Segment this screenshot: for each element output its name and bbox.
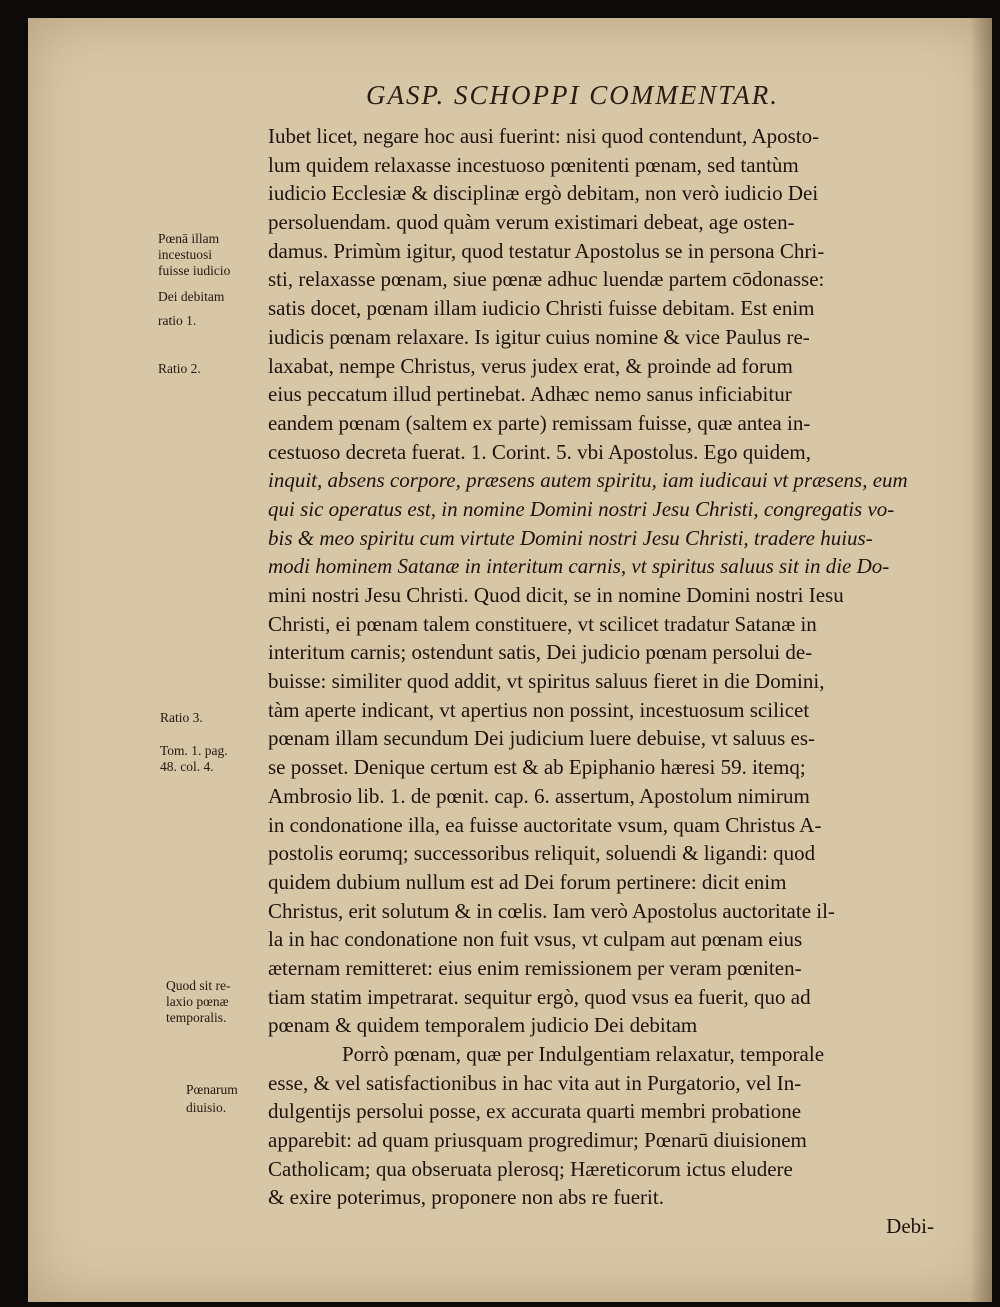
text-line: Catholicam; qua obseruata plerosq; Hæreticorum ictus eludere	[268, 1156, 793, 1181]
text-line: æternam remitteret: eius enim remissionem per veram pœniten-	[268, 955, 802, 980]
text-line: postolis eorumq; successoribus reliquit, soluendi & ligandi: quod	[268, 841, 816, 866]
text-line: se posset. Denique certum est & ab Epiphanio hæresi 59. itemq;	[268, 755, 806, 780]
margin-note: incestuosi	[158, 247, 212, 262]
margin-note: Ratio 3.	[160, 710, 203, 725]
main-text-block	[268, 122, 948, 1241]
text-line: Iubet licet, negare hoc ausi fuerint: nisi quod contendunt, Aposto-	[268, 124, 820, 148]
text-line: Christi, ei pœnam talem constituere, vt scilicet tradatur Satanæ in	[268, 611, 817, 636]
text-line: esse, & vel satisfactionibus in hac vita aut in Purgatorio, vel In-	[268, 1070, 802, 1095]
text-line: lum quidem relaxasse incestuoso pœnitenti pœnam, sed tantùm	[268, 152, 799, 177]
text-line: qui sic operatus est, in nomine Domini nostri Jesu Christi, congregatis vo-	[268, 496, 895, 521]
text-line: iudicio Ecclesiæ & disciplinæ ergò debitam, non verò iudicio Dei	[268, 181, 819, 206]
margin-note: temporalis.	[166, 1010, 227, 1025]
text-line: tàm aperte indicant, vt apertius non possint, incestuosum scilicet	[268, 697, 810, 722]
text-line: satis docet, pœnam illam iudicio Christi fuisse debitam. Est enim	[268, 296, 815, 321]
text-line: tiam statim impetrarat. sequitur ergò, quod vsus ea fuerit, quo ad	[268, 984, 811, 1009]
text-line: damus. Primùm igitur, quod testatur Apostolus se in persona Chri-	[268, 238, 825, 263]
text-line: Christus, erit solutum & in cœlis. Iam verò Apostolus auctoritate il-	[268, 898, 835, 923]
text-line: quidem dubium nullum est ad Dei forum pertinere: dicit enim	[268, 869, 787, 894]
text-line: persoluendam. quod quàm verum existimari debeat, age osten-	[268, 210, 795, 235]
text-line: mini nostri Jesu Christi. Quod dicit, se in nomine Domini nostri Iesu	[268, 583, 844, 607]
text-line: cestuoso decreta fuerat. 1. Corint. 5. vbi Apostolus. Ego quidem,	[268, 439, 811, 464]
margin-note: Pœnā illam	[158, 231, 220, 246]
margin-note: 48. col. 4.	[160, 759, 214, 774]
text-line: Ambrosio lib. 1. de pœnit. cap. 6. assertum, Apostolum nimirum	[268, 783, 810, 808]
text-line: sti, relaxasse pœnam, siue pœnæ adhuc luendæ partem cōdonasse:	[268, 267, 825, 292]
text-line: buisse: similiter quod addit, vt spiritus saluus fieret in die Domini,	[268, 669, 825, 694]
text-line: eius peccatum illud pertinebat. Adhæc nemo sanus inficiabitur	[268, 382, 792, 407]
text-line: inquit, absens corpore, præsens autem spiritu, iam iudicaui vt præsens, eum	[268, 468, 908, 493]
running-head: GASP. SCHOPPI COMMENTAR.	[366, 80, 779, 110]
margin-note: Pœnarum	[186, 1082, 238, 1097]
text-line: Porrò pœnam, quæ per Indulgentiam relaxatur, temporale	[342, 1042, 825, 1066]
margin-note: fuisse iudicio	[158, 263, 231, 278]
text-line: iudicis pœnam relaxare. Is igitur cuius nomine & vice Paulus re-	[268, 324, 810, 349]
text-line: in condonatione illa, ea fuisse auctoritate vsum, quam Christus A-	[268, 812, 822, 837]
text-line: la in hac condonatione non fuit vsus, vt culpam aut pœnam eius	[268, 927, 803, 952]
text-line: pœnam illam secundum Dei judicium luere debuise, vt saluus es-	[268, 726, 816, 751]
text-line: eandem pœnam (saltem ex parte) remissam fuisse, quæ antea in-	[268, 410, 811, 435]
margin-note: Ratio 2.	[158, 361, 201, 376]
text-line: interitum carnis; ostendunt satis, Dei judicio pœnam persolui de-	[268, 640, 813, 665]
text-line: dulgentijs persolui posse, ex accurata quarti membri probatione	[268, 1099, 802, 1124]
text-line: modi hominem Satanæ in interitum carnis, vt spiritus saluus sit in die Do-	[268, 554, 890, 579]
margin-note: Dei debitam	[158, 289, 225, 304]
margin-note: ratio 1.	[158, 313, 197, 328]
margin-note: diuisio.	[186, 1100, 227, 1115]
text-line: & exire poterimus, proponere non abs re fuerit.	[268, 1185, 664, 1210]
page-gutter-shadow	[970, 18, 992, 1302]
text-line: bis & meo spiritu cum virtute Domini nostri Jesu Christi, tradere huius-	[268, 525, 873, 550]
margin-note: Tom. 1. pag.	[160, 743, 228, 758]
margin-note: laxio pœnæ	[166, 994, 229, 1009]
margin-note: Quod sit re-	[166, 978, 231, 993]
text-line: apparebit: ad quam priusquam progredimur; Pœnarū diuisionem	[268, 1128, 807, 1153]
text-line: pœnam & quidem temporalem judicio Dei debitam	[268, 1013, 698, 1038]
catchword: Debi-	[886, 1214, 934, 1239]
book-page	[28, 18, 992, 1302]
text-line: laxabat, nempe Christus, verus judex erat, & proinde ad forum	[268, 353, 793, 378]
